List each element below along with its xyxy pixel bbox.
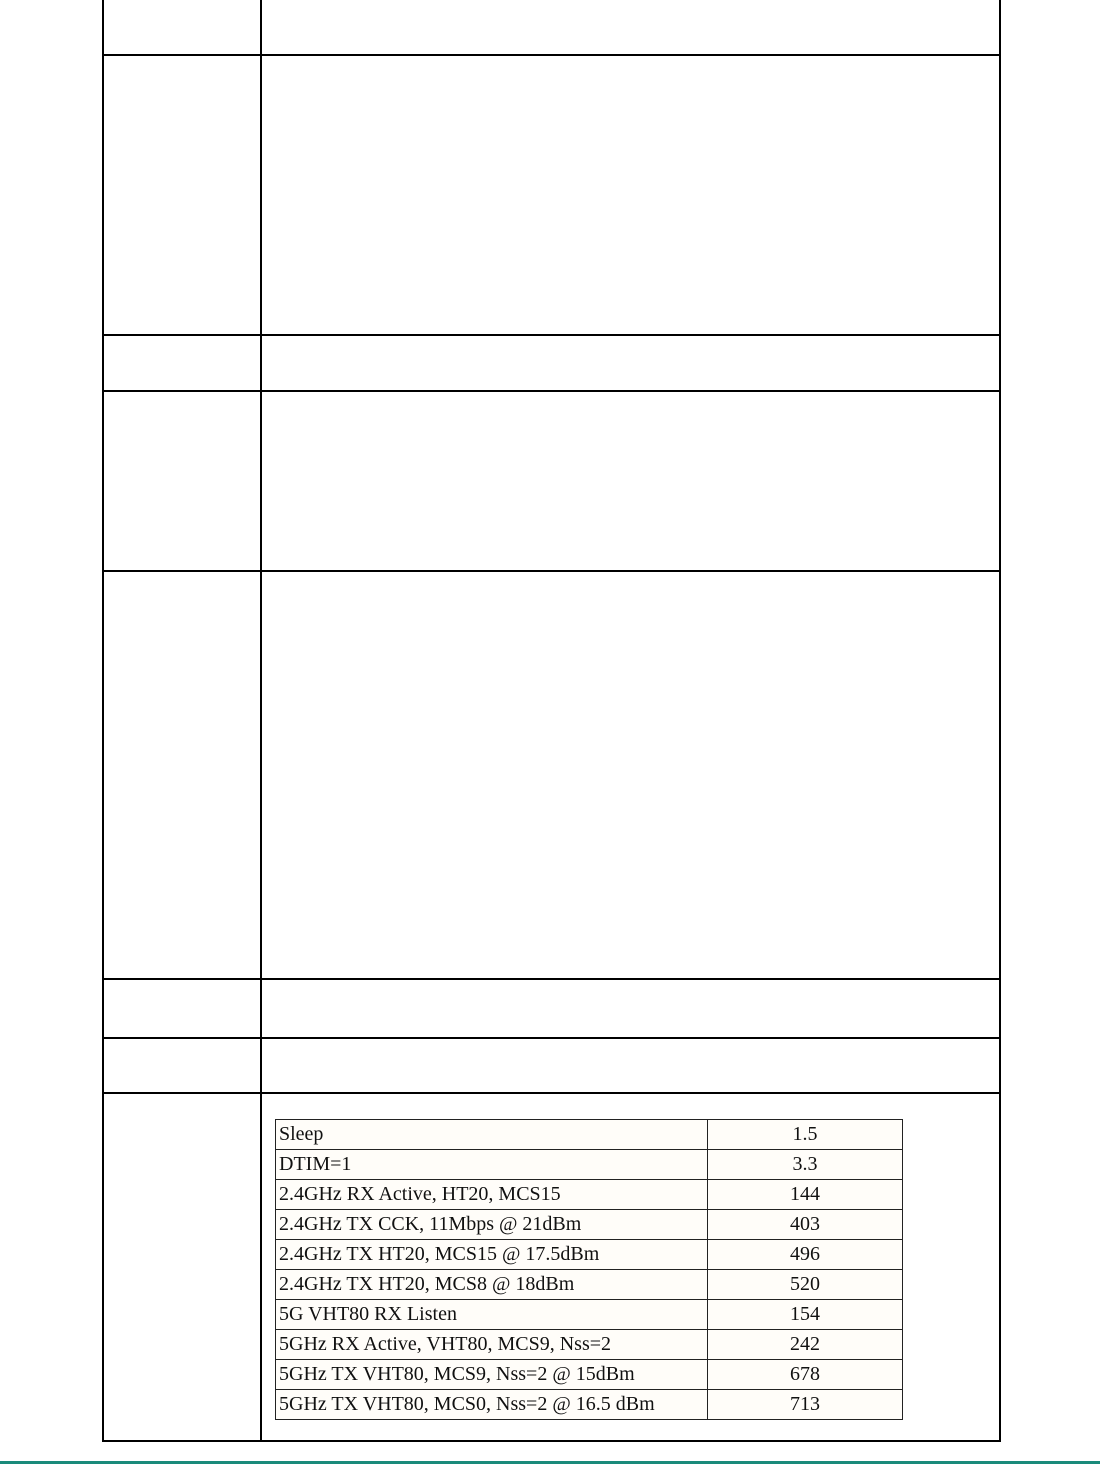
power-row: [276, 1390, 903, 1420]
power-row-label: DTIM=1: [276, 1150, 708, 1180]
power-row-value: 403: [708, 1210, 903, 1240]
power-row-label: 5GHz RX Active, VHT80, MCS9, Nss=2: [276, 1330, 708, 1360]
power-row-value: 3.3: [708, 1150, 903, 1180]
spec-row-3-value-cell: [261, 335, 1000, 391]
spec-row-8-label-cell: [103, 1093, 261, 1441]
power-row: [276, 1330, 903, 1360]
power-row-label: 2.4GHz TX CCK, 11Mbps @ 21dBm: [276, 1210, 708, 1240]
power-row-value: 154: [708, 1300, 903, 1330]
power-row: [276, 1120, 903, 1150]
power-row: [276, 1240, 903, 1270]
power-row-label: Sleep: [276, 1120, 708, 1150]
power-row-value: 520: [708, 1270, 903, 1300]
power-row: [276, 1270, 903, 1300]
power-row-label: 5GHz TX VHT80, MCS9, Nss=2 @ 15dBm: [276, 1360, 708, 1390]
power-row-value: 144: [708, 1180, 903, 1210]
spec-row-6: [103, 979, 1000, 1038]
power-row-label: 2.4GHz TX HT20, MCS8 @ 18dBm: [276, 1270, 708, 1300]
spec-row-5: [103, 571, 1000, 979]
power-row-value: 242: [708, 1330, 903, 1360]
spec-row-7-value-cell: [261, 1038, 1000, 1093]
spec-row-5-label-cell: [103, 571, 261, 979]
spec-row-3: [103, 335, 1000, 391]
power-row-label: 2.4GHz TX HT20, MCS15 @ 17.5dBm: [276, 1240, 708, 1270]
spec-row-6-value-cell: [261, 979, 1000, 1038]
spec-row-1-label-cell: [103, 0, 261, 55]
power-row: [276, 1150, 903, 1180]
power-row: [276, 1210, 903, 1240]
spec-row-2: [103, 55, 1000, 335]
power-row: [276, 1360, 903, 1390]
power-row: [276, 1180, 903, 1210]
power-row-value: 713: [708, 1390, 903, 1420]
footer-rule: [0, 1461, 1100, 1464]
spec-row-2-value-cell: [261, 55, 1000, 335]
spec-row-2-label-cell: [103, 55, 261, 335]
spec-row-4-label-cell: [103, 391, 261, 571]
power-row-label: 5GHz TX VHT80, MCS0, Nss=2 @ 16.5 dBm: [276, 1390, 708, 1420]
power-row-value: 678: [708, 1360, 903, 1390]
power-table-body: [276, 1120, 903, 1420]
spec-row-6-label-cell: [103, 979, 261, 1038]
power-row-label: 5G VHT80 RX Listen: [276, 1300, 708, 1330]
spec-row-1: [103, 0, 1000, 55]
power-consumption-table: [275, 1119, 903, 1420]
power-row: [276, 1300, 903, 1330]
spec-row-7-label-cell: [103, 1038, 261, 1093]
power-row-value: 1.5: [708, 1120, 903, 1150]
power-row-label: 2.4GHz RX Active, HT20, MCS15: [276, 1180, 708, 1210]
spec-row-1-value-cell: [261, 0, 1000, 55]
spec-row-5-value-cell: [261, 571, 1000, 979]
spec-row-4-value-cell: [261, 391, 1000, 571]
power-row-value: 496: [708, 1240, 903, 1270]
spec-row-3-label-cell: [103, 335, 261, 391]
spec-row-4: [103, 391, 1000, 571]
spec-row-7: [103, 1038, 1000, 1093]
